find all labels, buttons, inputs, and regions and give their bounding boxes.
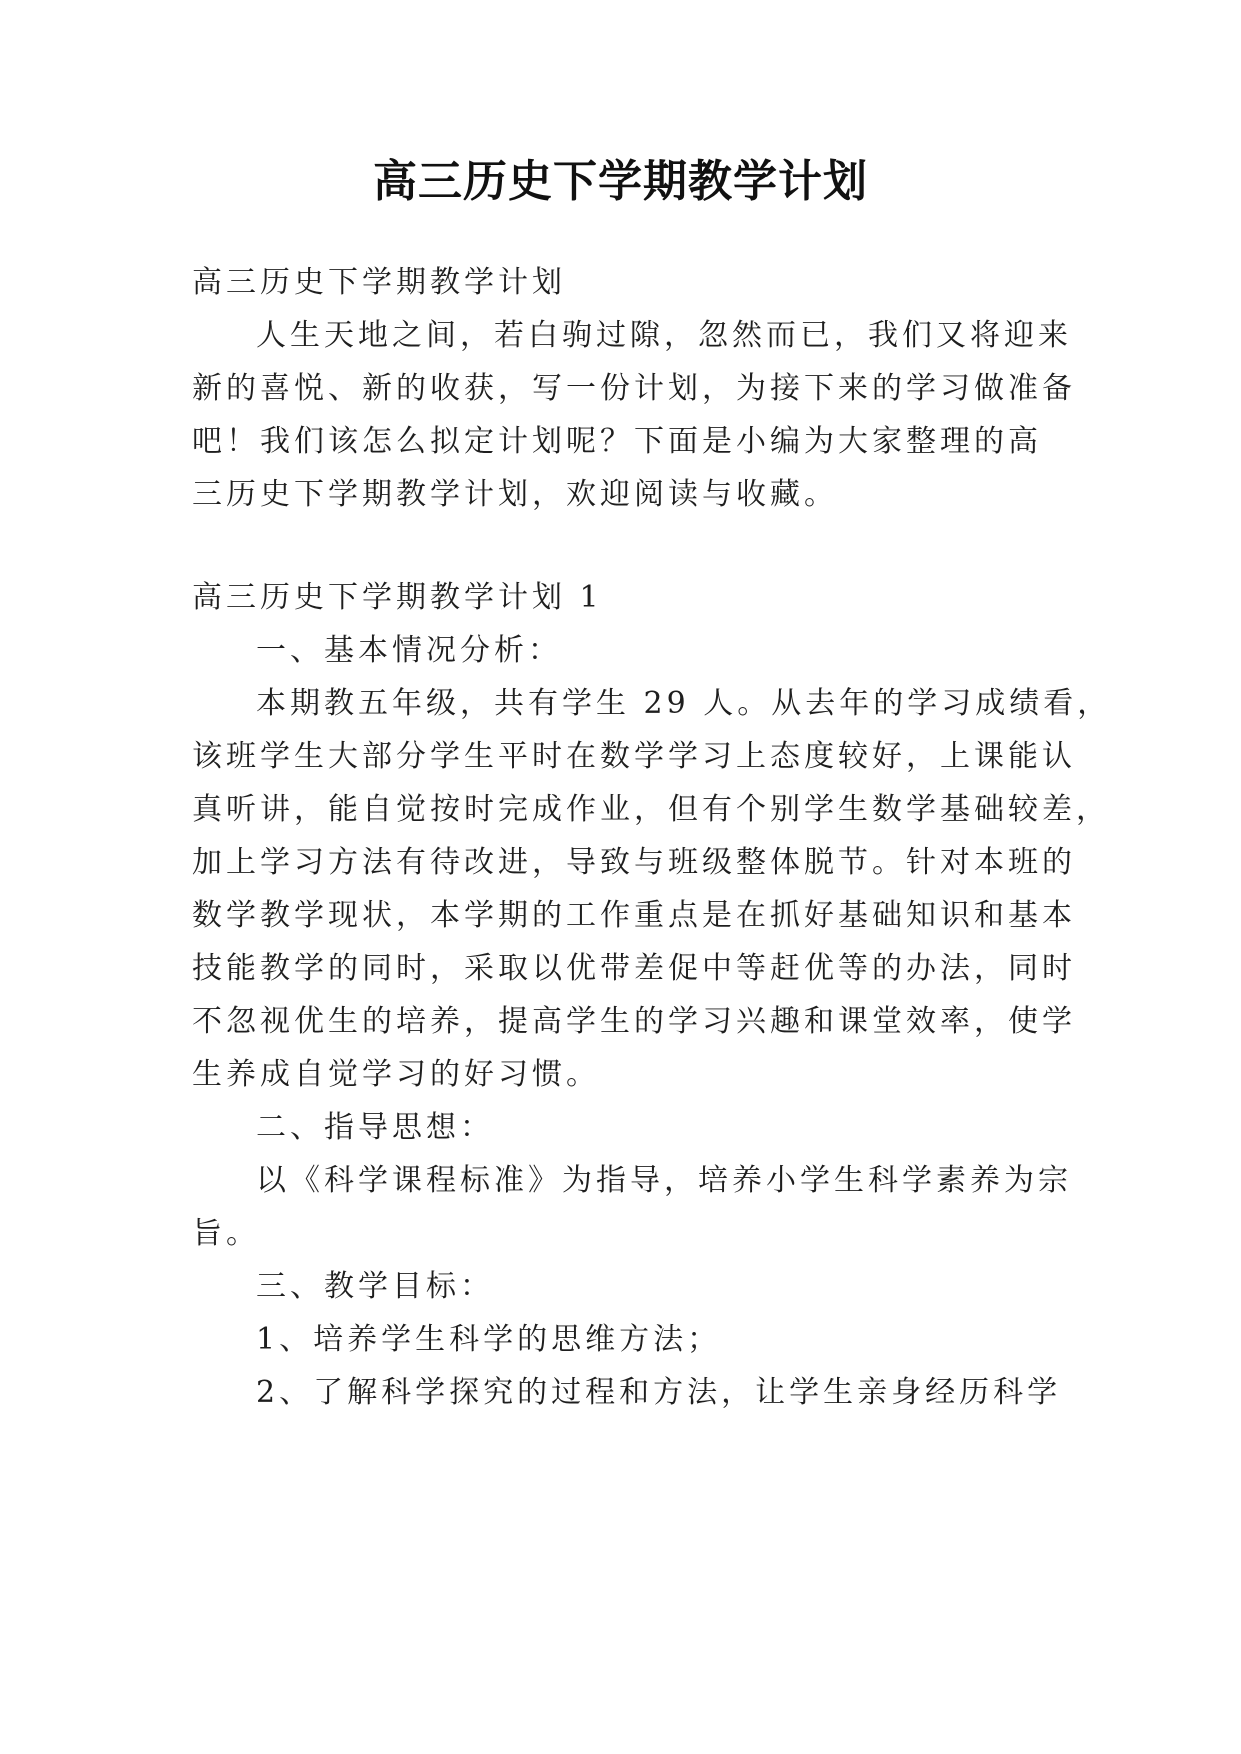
section-heading: 高三历史下学期教学计划 1	[192, 580, 603, 615]
list-item: 1、培养学生科学的思维方法；	[256, 1322, 722, 1357]
body-line: 真听讲，能自觉按时完成作业，但有个别学生数学基础较差，	[192, 792, 1110, 827]
subsection-heading: 三、教学目标：	[256, 1269, 494, 1304]
intro-line: 新的喜悦、新的收获，写一份计划，为接下来的学习做准备	[192, 371, 1076, 406]
body-line: 技能教学的同时，采取以优带差促中等赶优等的办法，同时	[192, 951, 1076, 986]
body-line: 本期教五年级，共有学生 29 人。从去年的学习成绩看，	[256, 686, 1112, 721]
body-line: 以《科学课程标准》为指导，培养小学生科学素养为宗	[256, 1163, 1072, 1198]
intro-line: 三历史下学期教学计划，欢迎阅读与收藏。	[192, 477, 838, 512]
intro-line: 人生天地之间，若白驹过隙，忽然而已，我们又将迎来	[256, 318, 1072, 353]
intro-line: 吧！我们该怎么拟定计划呢？下面是小编为大家整理的高	[192, 424, 1042, 459]
body-line: 旨。	[192, 1216, 260, 1251]
subtitle-line: 高三历史下学期教学计划	[192, 265, 566, 300]
body-line: 不忽视优生的培养，提高学生的学习兴趣和课堂效率，使学	[192, 1004, 1076, 1039]
document-title: 高三历史下学期教学计划	[373, 156, 868, 207]
body-line: 数学教学现状，本学期的工作重点是在抓好基础知识和基本	[192, 898, 1076, 933]
body-line: 生养成自觉学习的好习惯。	[192, 1057, 600, 1092]
body-line: 该班学生大部分学生平时在数学学习上态度较好，上课能认	[192, 739, 1076, 774]
subsection-heading: 一、基本情况分析：	[256, 633, 562, 668]
subsection-heading: 二、指导思想：	[256, 1110, 494, 1145]
list-item: 2、了解科学探究的过程和方法，让学生亲身经历科学	[256, 1375, 1062, 1410]
body-line: 加上学习方法有待改进，导致与班级整体脱节。针对本班的	[192, 845, 1076, 880]
